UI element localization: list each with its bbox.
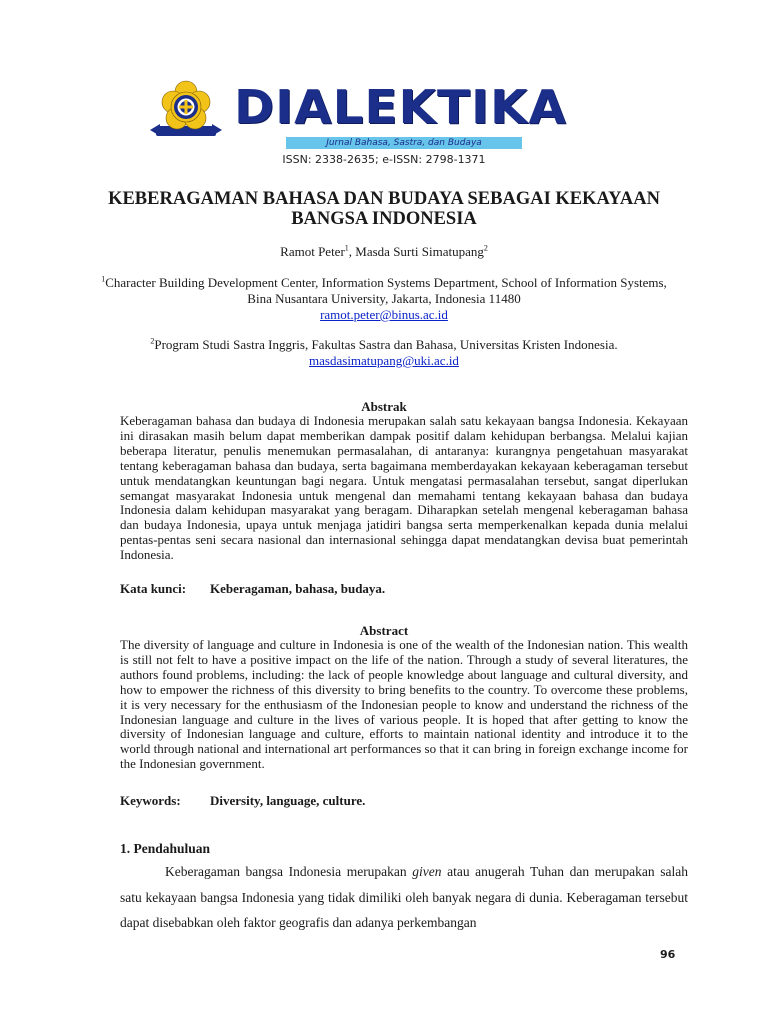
abstract-text: The diversity of language and culture in Indonesia is one of the wealth of the Indonesian nation. This wealth is still not felt to have a positive impact on the life of the nation. Through a study of several literatures, the authors found problems, including: the lack of people knowledge about language and cultural diversity, and how to empower the richness of this diversity to bring benefits to the country. To overcome these problems, it is very necessary for the enthusiasm of the Indonesian people to know and understand the richness of the Indonesian language and culture in the lives of various people. It is hoped that after getting to know the diversity of Indonesian language and culture, efforts to maintain national identity and introduce it to the world through national and international art performances so that it can bring in foreign exchange income for the Indonesian government. (120, 637, 688, 772)
author-2: Masda Surti Simatupang (355, 244, 484, 259)
section-title-pendahuluan: 1. Pendahuluan (120, 841, 211, 856)
keywords-line (120, 793, 365, 809)
email-link-2[interactable]: masdasimatupang@uki.ac.id (309, 353, 459, 368)
issn-line: ISSN: 2338-2635; e-ISSN: 2798-1371 (282, 153, 486, 166)
intro-paragraph (120, 859, 688, 936)
intro-text-start: Keberagaman bangsa Indonesia merupakan (165, 864, 413, 879)
journal-masthead: DIALEKTIKA (234, 80, 567, 134)
kata-kunci-line (120, 581, 385, 597)
article-title: KEBERAGAMAN BAHASA DAN BUDAYA SEBAGAI KEKAYAAN BANGSA INDONESIA (108, 189, 660, 229)
page-number: 96 (660, 948, 676, 961)
intro-text-italic: given (412, 864, 442, 879)
kata-kunci-value: Keberagaman, bahasa, budaya. (210, 581, 386, 596)
university-seal-icon (146, 80, 226, 150)
affiliation-2-sup: 2 (150, 336, 155, 346)
author-1: Ramot Peter (280, 244, 345, 259)
affiliation-2-text: Program Studi Sastra Inggris, Fakultas Sastra dan Bahasa, Universitas Kristen Indonesia. (154, 337, 618, 352)
author-2-sup: 2 (483, 243, 488, 253)
author-line (0, 244, 768, 260)
keywords-label: Keywords: (120, 793, 181, 808)
kata-kunci-label: Kata kunci: (120, 581, 187, 596)
abstract-heading: Abstract (359, 623, 409, 638)
journal-tagline: Jurnal Bahasa, Sastra, dan Budaya (286, 137, 522, 149)
email-link-1[interactable]: ramot.peter@binus.ac.id (320, 307, 448, 322)
keywords-value: Diversity, language, culture. (210, 793, 366, 808)
abstrak-text: Keberagaman bahasa dan budaya di Indonesia merupakan salah satu kekayaan bangsa Indonesia. Kekayaan ini dirasakan masih belum dapat memberikan dampak positif dalam kehidupan berbangsa. Melalui kajian beberapa literatur, penulis menemukan permasalahan, di antaranya: kurangnya pengetahuan masyarakat tentang keberagaman bahasa dan budaya, serta bagaimana memberdayakan kekayaan keberagaman tersebut untuk mendatangkan keuntungan bagi negara. Untuk mengatasi permasalahan tersebut, sangat diperlukan semangat masyarakat Indonesia untuk mengenal dan memahami tentang kekayaan bahasa dan budaya Indonesia dalam kehidupan masyarakat yang beragam. Diharapkan setelah mengenal keberagaman bahasa dan budaya Indonesia, upaya untuk menjaga jatidiri bangsa serta memperkenalkan kepada dunia melalui pentas-pentas seni secara nasional dan internasional sehingga dapat mendatangkan devisa buat pemerintah Indonesia. (120, 413, 688, 563)
affiliation-1 (100, 275, 668, 323)
affiliation-2 (100, 337, 668, 369)
affiliation-1-text: Character Building Development Center, Information Systems Department, School of Information Systems, Bina Nusantara University, Jakarta, Indonesia 11480 (105, 275, 667, 306)
intro-text-end: atau anugerah Tuhan dan merupakan salah satu kekayaan bangsa Indonesia yang tidak dimiliki oleh banyak negara di dunia. Keberagaman tersebut dapat disebabkan oleh faktor geografis dan adanya perkembangan (120, 864, 688, 930)
author-1-sup: 1 (344, 243, 349, 253)
abstrak-heading: Abstrak (361, 399, 407, 414)
author-separator: , (348, 244, 356, 259)
affiliation-1-sup: 1 (101, 274, 106, 284)
